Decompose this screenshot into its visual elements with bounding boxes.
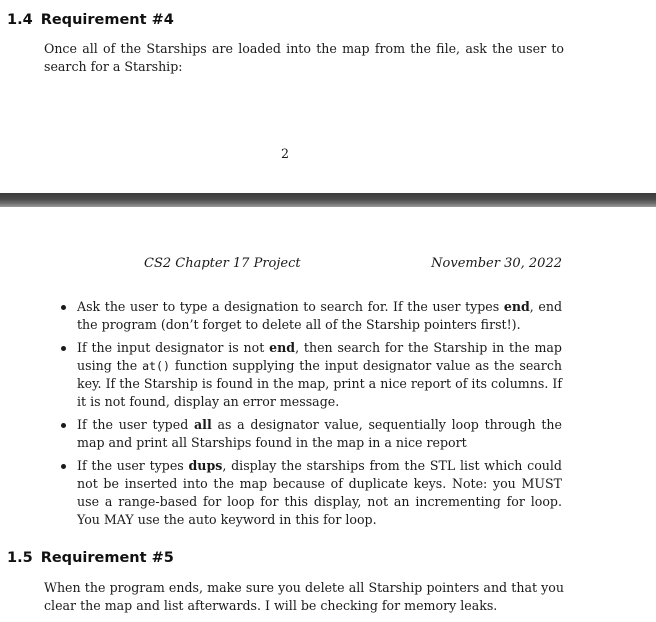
section-title: Requirement #5 <box>40 550 174 566</box>
section-title: Requirement #4 <box>40 12 174 28</box>
bullet-keyword: dups <box>188 458 223 473</box>
section-heading-1-4 <box>7 12 174 28</box>
bullet-item-all <box>44 416 562 452</box>
running-header-right: November 30, 2022 <box>431 256 562 271</box>
bullet-text: as a designator value, sequentially loop through the map and print all Starships found in the map in a nice report <box>77 417 562 450</box>
bullet-text: , display the starships from the STL list which could not be inserted into the map because of duplicate keys. Note: you MUST use a range-based for loop for this display, not an incrementing for loop. You MAY use the auto keyword in this for loop. <box>77 458 562 527</box>
bullet-text: , then search for the Starship in the map using the <box>77 340 562 373</box>
bullet-keyword: end <box>503 299 530 314</box>
bullet-list <box>44 298 562 534</box>
running-header-left: CS2 Chapter 17 Project <box>144 256 301 271</box>
bullet-keyword: end <box>269 340 296 355</box>
bullet-code: at() <box>142 359 170 373</box>
section-heading-1-5 <box>7 550 174 566</box>
page-break-divider <box>0 193 656 207</box>
bullet-item-dups <box>44 457 562 529</box>
section-number: 1.5 <box>7 550 33 566</box>
bullet-text: function supplying the input designator value as the search key. If the Starship is found in the map, print a nice report of its columns. If it is not found, display an error message. <box>77 358 562 409</box>
bullet-item-search <box>44 339 562 411</box>
bullet-text: If the input designator is not <box>77 340 270 355</box>
section-1-4-intro: Once all of the Starships are loaded into the map from the file, ask the user to search for a Starship: <box>44 41 564 74</box>
bullet-keyword: all <box>194 417 212 432</box>
bullet-icon <box>61 423 66 428</box>
bullet-icon <box>61 305 66 310</box>
page-number: 2 <box>280 146 289 161</box>
section-number: 1.4 <box>7 12 33 28</box>
bullet-text: Ask the user to type a designation to search for. If the user types <box>77 299 504 314</box>
bullet-icon <box>61 464 66 469</box>
bullet-text: If the user types <box>77 458 189 473</box>
bullet-item-end <box>44 298 562 334</box>
bullet-text: If the user typed <box>77 417 194 432</box>
section-1-5-body: When the program ends, make sure you delete all Starship pointers and that you clear the map and list afterwards. I will be checking for memory leaks. <box>44 580 564 613</box>
bullet-text: , end the program (don’t forget to delete all of the Starship pointers first!). <box>77 299 562 332</box>
bullet-icon <box>61 346 66 351</box>
